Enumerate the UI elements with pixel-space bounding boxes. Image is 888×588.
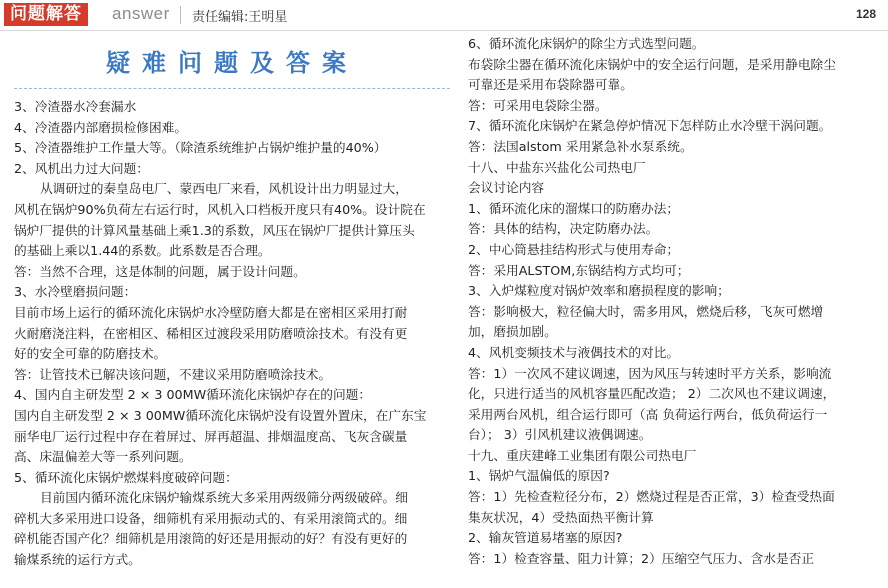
text-line: 1、锅炉气温偏低的原因? (468, 468, 610, 484)
text-line: 会议讨论内容 (468, 180, 545, 196)
text-line: 可靠还是采用布袋除器可靠。 (468, 77, 633, 93)
text-line: 5、冷渣器维护工作量大等。（除渣系统维护占锅炉维护量的40%） (14, 140, 387, 156)
answer-tag: answer (112, 4, 170, 23)
text-line: 锅炉厂提供的计算风量基础上乘1.3的系数，风压在锅炉厂提供计算压头 (14, 222, 415, 238)
text-line: 2、风机出力过大问题： (14, 160, 149, 176)
text-line: 答：法国alstom 采用紧急补水泵系统。 (468, 138, 693, 154)
text-line: 3、冷渣器水冷套漏水 (14, 99, 137, 114)
article-title: 疑难问题及答案 (106, 49, 358, 77)
text-line: 答：可采用电袋除尘器。 (468, 97, 608, 113)
text-line: 4、冷渣器内部磨损检修困难。 (14, 119, 188, 135)
text-line: 2、输灰管道易堵塞的原因? (468, 530, 623, 546)
right-column (468, 34, 884, 569)
text-line: 风机在锅炉90%负荷左右运行时，风机入口档板开度只有40%。设计院在 (14, 201, 426, 217)
text-line: 十九、重庆建峰工业集团有限公司热电厂 (468, 447, 697, 463)
text-line: 集灰状况，4）受热面热平衡计算 (468, 509, 654, 525)
text-line: 3、入炉煤粒度对锅炉效率和磨损程度的影响； (468, 283, 730, 299)
text-line: 碎机大多采用进口设备，细筛机有采用振动式的、有采用滚筒式的。细 (14, 510, 408, 526)
page-header (0, 0, 888, 31)
text-line: 答：具体的结构，决定防磨办法。 (468, 221, 659, 237)
right-text-body (468, 34, 884, 569)
text-line: 目前市场上运行的循环流化床锅炉水冷壁防磨大都是在密相区采用打耐 (14, 304, 408, 320)
text-line: 丽华电厂运行过程中存在着屏过、屏再超温、排烟温度高、飞灰含碳量 (14, 428, 408, 444)
text-line: 的基础上乘以1.44的系数。此系数是否合理。 (14, 243, 271, 259)
text-line: 输煤系统的运行方式。 (14, 552, 141, 568)
text-line: 答：1）先检查粒径分布，2）燃烧过程是否正常，3）检查受热面 (468, 489, 835, 505)
text-line: 2、中心筒悬挂结构形式与使用寿命； (468, 241, 680, 257)
text-line: 加，磨损加剧。 (468, 324, 557, 340)
text-line: 答：采用ALSTOM,东锅结构方式均可； (468, 262, 690, 278)
text-line: 布袋除尘器在循环流化床锅炉中的安全运行问题，是采用静电除尘 (468, 56, 836, 72)
text-line: 国内自主研发型 2 × 3 00MW循环流化床锅炉没有设置外置床，在广东宝 (14, 407, 427, 423)
text-line: 答：1）检查容量、阻力计算；2）压缩空气压力、含水是否正 (468, 550, 815, 566)
section-brand: 问题解答 (4, 3, 88, 26)
text-line: 答：当然不合理，这是体制的问题，属于设计问题。 (14, 263, 306, 279)
text-line: 1、循环流化床的溜煤口的防磨办法； (468, 200, 680, 216)
editor-credit: 责任编辑:王明星 (192, 10, 288, 25)
text-line: 5、循环流化床锅炉燃煤料度破碎问题： (14, 469, 238, 485)
text-line: 火耐磨浇注料，在密相区、稀相区过渡段采用防磨喷涂技术。有没有更 (14, 325, 408, 341)
left-column (14, 34, 450, 571)
text-line: 碎机能否国产化？细筛机是用滚筒的好还是用振动的好？有没有更好的 (14, 531, 408, 547)
text-line: 好的安全可靠的防磨技术。 (14, 346, 167, 362)
text-line: 台）； 3）引风机建议液偶调速。 (468, 427, 652, 443)
text-line: 4、风机变频技术与液偶技术的对比。 (468, 344, 680, 360)
text-line: 6、循环流化床锅炉的除尘方式选型问题。 (468, 36, 705, 51)
header-divider (180, 6, 181, 24)
text-line: 高、床温偏差大等一系列问题。 (14, 449, 192, 465)
text-line: 7、循环流化床锅炉在紧急停炉情况下怎样防止水冷壁干涡问题。 (468, 118, 832, 134)
text-line: 3、水冷壁磨损问题： (14, 284, 137, 300)
left-text-body (14, 97, 450, 571)
page-number: 128 (855, 7, 876, 21)
title-divider (14, 88, 450, 89)
text-line: 化，只进行适当的风机容量匹配改造； 2）二次风也不建议调速， (468, 386, 836, 402)
text-line: 答：影响极大，粒径偏大时，需多用风，燃烧后移，飞灰可燃增 (468, 303, 824, 319)
text-line: 答：1）一次风不建议调速，因为风压与转速时平方关系，影响流 (468, 365, 832, 381)
text-line: 4、国内自主研发型 2 × 3 00MW循环流化床锅炉存在的问题： (14, 387, 372, 403)
text-line: 答：让管技术已解决该问题，不建议采用防磨喷涂技术。 (14, 366, 332, 382)
text-line: 十八、中盐东兴盐化公司热电厂 (468, 159, 646, 175)
text-line: 采用两台风机，组合运行即可（高 负荷运行两台，低负荷运行一 (468, 406, 828, 422)
text-line: 目前国内循环流化床锅炉输煤系统大多采用两级筛分两级破碎。细 (40, 490, 408, 506)
text-line: 从调研过的秦皇岛电厂、蒙西电厂来看，风机设计出力明显过大， (40, 181, 408, 197)
